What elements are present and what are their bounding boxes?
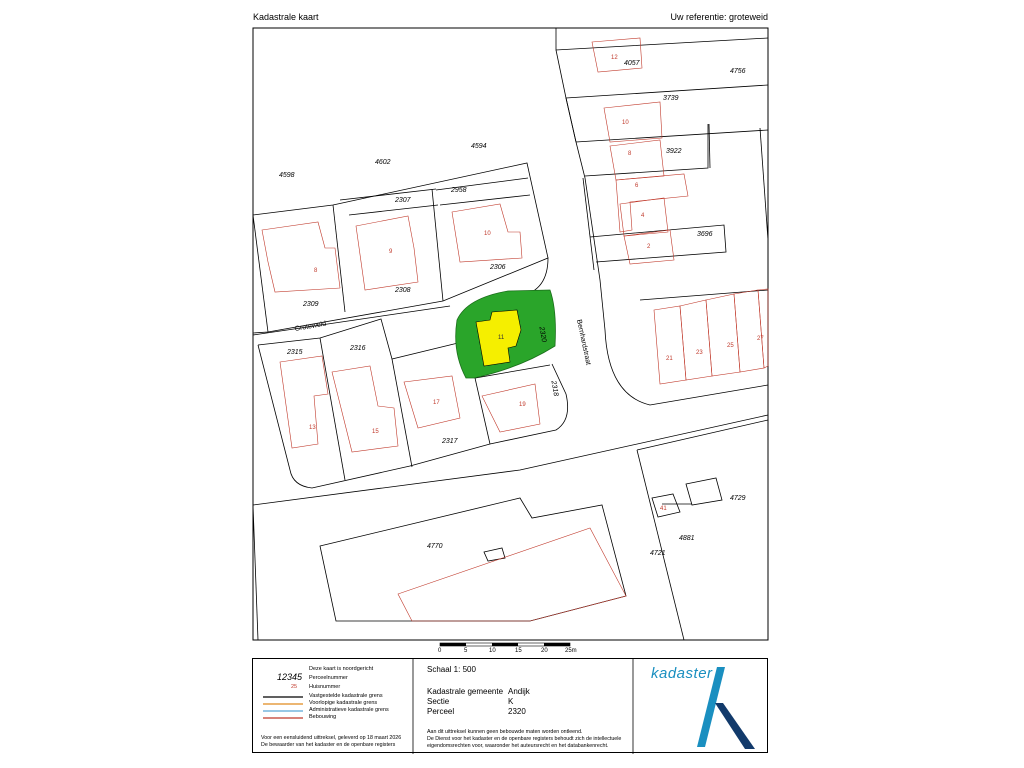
house-number: 11 <box>498 335 505 341</box>
parcel-number: 2307 <box>395 197 411 204</box>
legend-north: Deze kaart is noordgericht <box>309 666 374 672</box>
house-number: 15 <box>372 429 379 435</box>
house-number: 25 <box>727 343 734 349</box>
parcel-number: 2308 <box>395 287 411 294</box>
parcel-number: 4598 <box>279 172 295 179</box>
reference-label: Uw referentie: groteweid <box>670 12 768 22</box>
parcel-number: 3739 <box>663 95 679 102</box>
house-number: 13 <box>309 425 316 431</box>
house-number: 6 <box>635 183 639 189</box>
scale-tick: 25m <box>565 648 577 654</box>
house-number: 12 <box>611 55 618 61</box>
legend-fixed-boundary: Vastgestelde kadastrale grens <box>309 693 383 699</box>
scale-label: Schaal 1: 500 <box>427 665 476 674</box>
house-number: 9 <box>389 249 393 255</box>
legend-provisional-boundary: Voorlopige kadastrale grens <box>309 700 378 706</box>
scale-tick: 20 <box>541 648 548 654</box>
parcel-label: Perceel <box>427 707 455 716</box>
legend-house-number: Huisnummer <box>309 684 341 690</box>
legend-buildings: Bebouwing <box>309 714 337 720</box>
house-number: 8 <box>628 151 632 157</box>
house-number: 10 <box>622 120 629 126</box>
scale-tick: 0 <box>438 648 442 654</box>
street-name-groteweid: Groteweid <box>294 320 327 333</box>
parcel-number-selected: 2320 <box>537 326 548 343</box>
extract-note-2: De bewaarder van het kadaster en de openbare registers <box>261 742 396 748</box>
legend-parcel-number-sample: 12345 <box>277 672 303 682</box>
legend-parcel-number: Perceelnummer <box>309 675 348 681</box>
parcel-number: 2958 <box>451 187 467 194</box>
house-number: 8 <box>314 268 318 274</box>
parcel-number: 4594 <box>471 143 487 150</box>
house-number: 17 <box>433 400 440 406</box>
disclaimer-1: Aan dit uittreksel kunnen geen bebouwde maten worden ontleend. <box>427 729 583 735</box>
legend-administrative-boundary: Administratieve kadastrale grens <box>309 707 389 713</box>
house-number: 10 <box>484 231 491 237</box>
house-number: 2 <box>647 244 651 250</box>
kadaster-logo-mark <box>689 663 769 753</box>
disclaimer-2: De Dienst voor het kadaster en de openbare registers behoudt zich de intellectuele <box>427 736 622 742</box>
scale-bar <box>438 643 577 654</box>
extract-note-1: Voor een eensluidend uittreksel, geleverd op 18 maart 2026 <box>261 735 402 741</box>
section-label: Sectie <box>427 697 450 706</box>
legend-house-number-sample: 25 <box>291 684 298 690</box>
parcel-number: 2309 <box>303 301 319 308</box>
parcel-number: 4881 <box>679 535 695 542</box>
parcel-number: 2306 <box>490 264 506 271</box>
section-value: K <box>508 697 514 706</box>
house-number: 19 <box>519 402 526 408</box>
parcel-number: 4057 <box>624 60 640 67</box>
parcel-number: 2318 <box>549 380 560 397</box>
parcel-number: 4602 <box>375 159 391 166</box>
parcel-number: 4721 <box>650 550 666 557</box>
title-block <box>252 658 768 753</box>
parcel-number: 4770 <box>427 543 443 550</box>
house-number: 21 <box>666 356 673 362</box>
disclaimer-3: eigendomsrechten voor, waaronder het auteursrecht en het databankenrecht. <box>427 743 609 749</box>
parcel-number: 2316 <box>350 345 366 352</box>
scale-tick: 10 <box>489 648 496 654</box>
street-name-bernhardstraat: Bernhardstraat <box>575 318 592 366</box>
parcel-number: 4756 <box>730 68 746 75</box>
scale-tick: 5 <box>464 648 468 654</box>
municipality-label: Kadastrale gemeente <box>427 687 504 696</box>
parcel-number: 2315 <box>287 349 303 356</box>
house-number: 27 <box>757 336 764 342</box>
house-number: 4 <box>641 213 645 219</box>
kadaster-wordmark: kadaster <box>651 665 713 682</box>
parcel-number: 3922 <box>666 148 682 155</box>
parcel-number: 4729 <box>730 495 746 502</box>
parcel-number: 2317 <box>442 438 458 445</box>
parcel-value: 2320 <box>508 707 526 716</box>
municipality-value: Andijk <box>508 687 530 696</box>
house-number: 41 <box>660 506 667 512</box>
house-number: 23 <box>696 350 703 356</box>
map-title: Kadastrale kaart <box>253 12 319 22</box>
scale-tick: 15 <box>515 648 522 654</box>
parcel-number: 3696 <box>697 231 713 238</box>
